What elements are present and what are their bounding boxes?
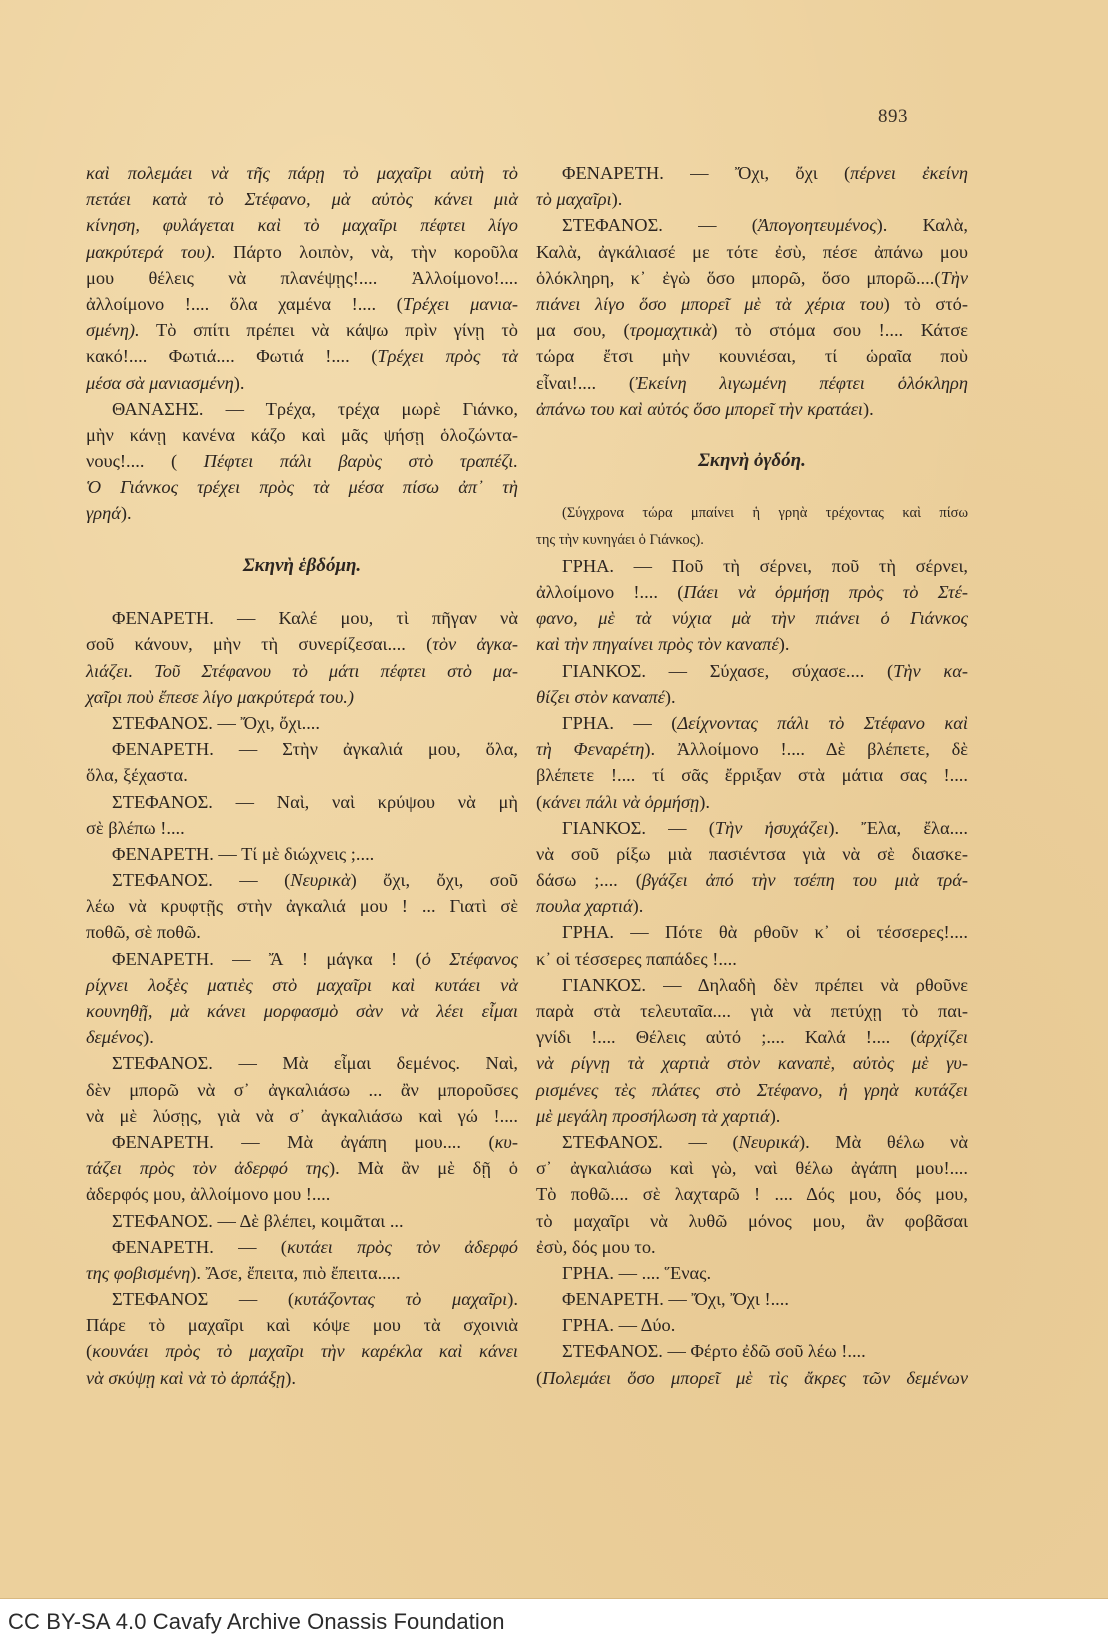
dialogue-text: ΣΤΕΦΑΝΟΣ. — ( [562, 1131, 739, 1152]
dialogue-text: ( [86, 1341, 93, 1362]
text-line [536, 893, 968, 919]
text-line [86, 1234, 518, 1260]
text-line [536, 1129, 968, 1155]
dialogue-text: ). [507, 1289, 518, 1310]
stage-direction-text: κυτάει πρὸς τὸν ἀδερφό [286, 1236, 518, 1257]
text-line [86, 448, 518, 474]
stage-direction-text: Πολεμάει ὅσο μπορεῖ μὲ τὶς ἄκρες τῶν δεμένων [542, 1367, 968, 1388]
text-line [86, 1129, 518, 1155]
text-line [86, 160, 518, 186]
text-line [86, 605, 518, 631]
dialogue-text: ). [699, 791, 710, 812]
dialogue-text: Πάρτο λοιπὸν, νὰ, τὴν κοροῦλα [215, 241, 519, 262]
line-spacer [536, 422, 968, 448]
dialogue-text: ). [143, 1027, 154, 1048]
text-line [86, 239, 518, 265]
dialogue-text: ΓΙΑΝΚΟΣ. — ( [562, 817, 715, 838]
dialogue-text: ΦΕΝΑΡΕΤΗ. — Στὴν ἀγκαλιά μου, ὅλα, [112, 739, 518, 760]
dialogue-text: νὰ μὲ λύσῃς, γιὰ νὰ σ᾿ ἀγκαλιάσω καὶ γώ !.... [86, 1105, 518, 1126]
text-line [86, 1181, 518, 1207]
dialogue-text: ΣΤΕΦΑΝΟΣ. — Μὰ εἶμαι δεμένος. Ναὶ, [112, 1053, 518, 1074]
dialogue-text: λέω νὰ κρυφτῇς στὴν ἀγκαλιά μου ! ... Γιατὶ σὲ [86, 896, 518, 917]
dialogue-text: ΣΤΕΦΑΝΟΣ. — ( [562, 215, 758, 236]
stage-direction-text: λιάζει. Τοῦ Στέφανου τὸ μάτι πέφτει στὸ μα- [86, 660, 518, 681]
stage-direction-text: χαῖρι ποὺ ἔπεσε λίγο μακρύτερά του.) [86, 686, 355, 707]
stage-direction-text: κυ- [494, 1131, 518, 1152]
stage-direction-text: κίνηση, φυλάγεται καὶ τὸ μαχαῖρι πέφτει λίγο [86, 215, 518, 236]
dialogue-text: Τὸ ποθῶ.... σὲ λαχταρῶ ! .... Δός μου, δός μου, [536, 1184, 968, 1205]
text-line [536, 1024, 968, 1050]
text-line [86, 1050, 518, 1076]
line-spacer [86, 579, 518, 605]
stage-direction-text: τρομαχτικὰ [629, 320, 712, 341]
dialogue-text: ). Ἄσε, ἔπειτα, πιὸ ἔπειτα..... [190, 1262, 401, 1283]
text-line [86, 841, 518, 867]
dialogue-text: ὁλόκληρη, κ᾿ ἐγὼ ὅσο μπορῶ, ὅσο μπορῶ....( [536, 267, 941, 288]
dialogue-text: ΦΕΝΑΡΕΤΗ. — Μὰ ἀγάπη μου.... ( [112, 1131, 495, 1152]
text-line [86, 1338, 518, 1364]
stage-direction-text: νὰ σκύψῃ καὶ νὰ τὸ ἁρπάξῃ [86, 1367, 286, 1388]
stage-direction-text: καὶ πολεμάει νὰ τῆς πάρῃ τὸ μαχαῖρι αὐτὴ τὸ [86, 163, 518, 183]
text-line [86, 422, 518, 448]
stage-direction-text: κυτάζοντας τὸ μαχαῖρι [294, 1289, 508, 1310]
dialogue-text: ποθῶ, σὲ ποθῶ. [86, 922, 201, 943]
dialogue-text: μου θέλεις νὰ πλανέψῃς!.... Ἀλλοίμονο!.... [86, 267, 518, 288]
stage-direction-text: κουνηθῇ, μὰ κάνει μορφασμὸ σὰν νὰ λέει εἶμαι [86, 1001, 518, 1021]
stage-direction-text: της φοβισμένη [86, 1262, 191, 1283]
text-line [86, 919, 518, 945]
dialogue-text: ). [285, 1367, 296, 1388]
text-line [536, 1208, 968, 1234]
dialogue-text: ΣΤΕΦΑΝΟΣ. — ( [112, 870, 291, 891]
text-line [536, 500, 968, 526]
stage-direction-text: πουλα χαρτιά [536, 896, 633, 917]
dialogue-text: σοῦ κάνουν, μὴν τὴ συνερίζεσαι.... ( [86, 634, 433, 655]
text-line [86, 972, 518, 998]
text-line [536, 317, 968, 343]
text-line [536, 1077, 968, 1103]
dialogue-text: ) τὸ στό- [883, 293, 969, 314]
dialogue-text: ΦΕΝΑΡΕΤΗ. — Καλέ μου, τὶ πῆγαν νὰ [112, 608, 518, 629]
dialogue-text: ΓΙΑΝΚΟΣ. — Σύχασε, σύχασε.... ( [562, 660, 894, 681]
text-line [536, 867, 968, 893]
dialogue-text: ἀλλοίμονο !.... ὅλα χαμένα !.... ( [86, 293, 403, 314]
stage-direction-text: μέσα σὰ μανιασμένη [86, 372, 234, 393]
dialogue-text: ). Ἔλα, ἔλα.... [828, 817, 968, 838]
text-line [536, 1260, 968, 1286]
text-line [536, 1181, 968, 1207]
dialogue-text: παρὰ στὰ τελευταῖα.... γιὰ νὰ πετύχῃ τὸ παι- [536, 1001, 968, 1021]
text-line [536, 789, 968, 815]
text-line [536, 1103, 968, 1129]
text-line [86, 789, 518, 815]
text-line [536, 1338, 968, 1364]
stage-direction-text: Τρέχει πρὸς τὰ [377, 346, 518, 367]
text-line [536, 186, 968, 212]
stage-direction-text: Ἐκείνη λιγωμένη πέφτει ὁλόκληρη [635, 372, 968, 393]
dialogue-text: εἶναι!.... ( [536, 372, 636, 393]
line-spacer [536, 474, 968, 500]
text-line [536, 370, 968, 396]
stage-direction-text: θίζει στὸν καναπέ [536, 686, 665, 707]
dialogue-text: ) τὸ στόμα σου !.... Κάτσε [711, 320, 968, 341]
text-line [536, 265, 968, 291]
license-footer [0, 1600, 1108, 1646]
dialogue-text: ἀδερφός μου, ἀλλοίμονο μου !.... [86, 1184, 331, 1205]
scene-heading [86, 553, 518, 579]
dialogue-text: ). [769, 1105, 781, 1126]
text-line [86, 317, 518, 343]
text-line [86, 1365, 518, 1391]
text-line [86, 370, 518, 396]
text-line [536, 1234, 968, 1260]
left-text-column [86, 160, 518, 1391]
dialogue-text: βλέπετε !.... τί σᾶς ἔρριξαν στὰ μάτια σας !.... [536, 765, 968, 786]
dialogue-text: ). [120, 503, 132, 524]
dialogue-text: δάσω ;.... ( [536, 870, 642, 891]
text-line [536, 1050, 968, 1076]
dialogue-text: Τὸ σπίτι πρέπει νὰ κάψω πρὶν γίνῃ τὸ [139, 320, 518, 341]
dialogue-text: ). [778, 634, 790, 655]
text-line [86, 867, 518, 893]
dialogue-text: ΣΤΕΦΑΝΟΣ — ( [112, 1289, 295, 1310]
text-line [86, 893, 518, 919]
stage-direction-text: βγάζει ἀπό τὴν τσέπη του μιὰ τρά- [641, 870, 969, 891]
text-line [536, 736, 968, 762]
dialogue-text: ). Μὰ θέλω νὰ [798, 1131, 969, 1152]
stage-direction-text: φανο, μὲ τὰ νύχια μὰ τὴν πιάνει ὁ Γιάνκος [536, 608, 968, 629]
text-line [86, 1312, 518, 1338]
stage-direction-text: ὁ Στέφανος [421, 948, 518, 969]
stage-direction-text: Τὴν κα- [893, 660, 969, 681]
dialogue-text: κ᾿ οἱ τέσσερες παπάδες !.... [536, 948, 737, 969]
text-line [86, 998, 518, 1024]
text-line [536, 684, 968, 710]
text-line [536, 239, 968, 265]
dialogue-text: μὴν κάνῃ κανένα κάζο καὶ μᾶς ψήσῃ ὁλοζώντα- [86, 424, 518, 445]
text-line [536, 815, 968, 841]
dialogue-text: ΓΡΗΑ. — ( [562, 712, 678, 733]
dialogue-text: (Σύγχρονα τώρα μπαίνει ἡ γρηὰ τρέχοντας καὶ πίσω [562, 505, 968, 522]
text-line [86, 736, 518, 762]
dialogue-text: ΓΡΗΑ. — Ποῦ τὴ σέρνει, ποῦ τὴ σέρνει, [562, 555, 968, 576]
stage-direction-text: σμένη). [86, 320, 140, 341]
dialogue-text: ). Ἀλλοίμονο !.... Δὲ βλέπετε, δὲ [644, 739, 968, 760]
dialogue-text: ) ὄχι, ὄχι, σοῦ [350, 870, 518, 891]
text-line [536, 160, 968, 186]
dialogue-text: ΦΕΝΑΡΕΤΗ. — ( [112, 1236, 287, 1257]
stage-direction-text: κάνει πάλι νὰ ὁρμήσῃ [542, 791, 700, 812]
text-line [536, 579, 968, 605]
dialogue-text: ΓΡΗΑ. — .... Ἕνας. [562, 1262, 712, 1283]
text-line [86, 291, 518, 317]
text-line [536, 343, 968, 369]
dialogue-text: Πάρε τὸ μαχαῖρι καὶ κόψε μου τὰ σχοινιὰ [86, 1315, 518, 1336]
text-line [536, 919, 968, 945]
dialogue-text: γνίδι !.... Θέλεις αὐτό ;.... Καλά !.... ( [536, 1027, 917, 1048]
text-line [86, 265, 518, 291]
text-line [536, 553, 968, 579]
stage-direction-text: τὸ μαχαῖρι [536, 189, 612, 210]
text-line [536, 998, 968, 1024]
dialogue-text: ἐσὺ, δός μου το. [536, 1236, 656, 1257]
text-line [86, 343, 518, 369]
text-line [86, 815, 518, 841]
dialogue-text: ΓΡΗΑ. — Δύο. [562, 1315, 676, 1336]
dialogue-text: ὅλα, ξέχαστα. [86, 765, 188, 786]
stage-direction-text: ἀπάνω του καὶ αὐτός ὅσο μπορεῖ τὴν κρατάει [536, 398, 864, 419]
text-line [86, 762, 518, 788]
text-line [86, 684, 518, 710]
text-line [86, 212, 518, 238]
text-line [86, 1077, 518, 1103]
text-line [536, 946, 968, 972]
dialogue-text: σ᾿ ἀγκαλιάσω καὶ γὼ, ναὶ θέλω ἀγάπη μου!.... [536, 1158, 968, 1179]
text-line [536, 1365, 968, 1391]
stage-direction-text: ἀρχίζει [916, 1027, 968, 1048]
license-text: CC BY-SA 4.0 Cavafy Archive Onassis Foundation [8, 1609, 505, 1634]
text-line [86, 1155, 518, 1181]
stage-direction-text: γρηά [86, 503, 121, 524]
text-line [536, 710, 968, 736]
text-line [86, 186, 518, 212]
scene-heading [536, 448, 968, 474]
dialogue-text: κακό!.... Φωτιά.... Φωτιά !.... ( [86, 346, 378, 367]
text-line [86, 1286, 518, 1312]
text-line [86, 474, 518, 500]
stage-direction-text: Νευρικά [738, 1131, 799, 1152]
dialogue-text: ). [664, 686, 676, 707]
stage-direction-text: Πάει νὰ ὁρμήσῃ πρὸς τὸ Στέ- [683, 582, 968, 602]
stage-direction-text: πέρνει ἐκείνη [850, 163, 968, 183]
text-line [536, 605, 968, 631]
text-line [536, 1312, 968, 1338]
stage-direction-text: Σκηνὴ ὀγδόη. [698, 450, 806, 472]
dialogue-text: ἀλλοίμονο !.... ( [536, 582, 684, 602]
text-line [86, 1103, 518, 1129]
text-line [536, 631, 968, 657]
dialogue-text: σὲ βλέπω !.... [86, 817, 185, 838]
text-line [536, 1155, 968, 1181]
stage-direction-text: Ὁ Γιάνκος τρέχει πρὸς τὰ μέσα πίσω ἀπ᾿ τὴ [86, 477, 518, 498]
text-line [86, 631, 518, 657]
dialogue-text: ΦΕΝΑΡΕΤΗ. — Ὄχι, Ὄχι !.... [562, 1289, 789, 1310]
text-line [86, 1024, 518, 1050]
stage-direction-text: τὸν ἀγκα- [432, 634, 518, 655]
stage-direction-text: Τὴν [940, 267, 968, 288]
text-line [536, 291, 968, 317]
stage-direction-text: Δείχνοντας πάλι τὸ Στέφανο καὶ [677, 712, 968, 733]
right-text-column [536, 160, 968, 1391]
dialogue-text: μα σου, ( [536, 320, 630, 341]
stage-direction-text: πιάνει λίγο ὅσο μπορεῖ μὲ τὰ χέρια του [536, 293, 884, 314]
text-line [86, 1208, 518, 1234]
dialogue-text: ). [233, 372, 245, 393]
dialogue-text: ΘΑΝΑΣΗΣ. — Τρέχα, τρέχα μωρὲ Γιάνκο, [112, 398, 518, 419]
stage-direction-text: μὲ μεγάλη προσήλωση τὰ χαρτιά [536, 1105, 770, 1126]
stage-direction-text: τὴ Φεναρέτη [536, 739, 645, 760]
dialogue-text: ΦΕΝΑΡΕΤΗ. — Ὄχι, ὄχι ( [562, 163, 851, 183]
line-spacer [86, 527, 518, 553]
dialogue-text: ΣΤΕΦΑΝΟΣ. — Ὄχι, ὄχι.... [112, 712, 320, 733]
stage-direction-text: καὶ τὴν πηγαίνει πρὸς τὸν καναπέ [536, 634, 779, 655]
text-line [536, 1286, 968, 1312]
text-line [536, 396, 968, 422]
dialogue-text: ΓΡΗΑ. — Πότε θὰ ρθοῦν κ᾿ οἱ τέσσερες!.... [562, 922, 968, 943]
stage-direction-text: δεμένος [86, 1027, 144, 1048]
stage-direction-text: Νευρικὰ [290, 870, 351, 891]
dialogue-text: ). [863, 398, 874, 419]
dialogue-text: ΓΙΑΝΚΟΣ. — Δηλαδὴ δὲν πρέπει νὰ ρθοῦνε [562, 974, 968, 995]
text-line [86, 658, 518, 684]
text-line [536, 762, 968, 788]
stage-direction-text: τάζει πρὸς τὸν ἀδερφό της [86, 1158, 329, 1179]
stage-direction-text: Πέφτει πάλι βαρὺς στὸ τραπέζι. [203, 451, 518, 472]
dialogue-text: της τὴν κυνηγάει ὁ Γιάνκος). [536, 531, 704, 548]
text-line [536, 658, 968, 684]
dialogue-text: τώρα ἔτσι μὴν κουνιέσαι, τί ὡραῖα ποὺ [536, 346, 968, 367]
stage-direction-text: κουνάει πρὸς τὸ μαχαῖρι τὴν καρέκλα καὶ κάνει [92, 1341, 518, 1362]
dialogue-text: Καλὰ, ἀγκάλιασέ με τότε ἐσὺ, πέσε ἀπάνω μου [536, 241, 968, 262]
text-line [536, 527, 968, 553]
stage-direction-text: πετάει κατὰ τὸ Στέφανο, μὰ αὐτὸς κάνει μιὰ [86, 189, 518, 210]
dialogue-text: ). [611, 189, 623, 210]
text-line [86, 946, 518, 972]
dialogue-text: ). Μὰ ἂν μὲ δῇ ὁ [328, 1158, 518, 1179]
dialogue-text: ). Καλὰ, [876, 215, 968, 236]
page-number: 893 [878, 106, 908, 127]
text-line [536, 841, 968, 867]
dialogue-text: δὲν μπορῶ νὰ σ᾿ ἀγκαλιάσω ... ἂν μποροῦσες [86, 1079, 518, 1100]
dialogue-text: ΦΕΝΑΡΕΤΗ. — Ἄ ! μάγκα ! ( [112, 948, 422, 969]
dialogue-text: ( [536, 1367, 543, 1388]
text-line [86, 710, 518, 736]
text-line [86, 500, 518, 526]
dialogue-text: ( [536, 791, 543, 812]
stage-direction-text: νὰ ρίγνῃ τὰ χαρτιὰ στὸν καναπὲ, αὐτὸς μὲ γυ- [536, 1053, 968, 1074]
stage-direction-text: μακρύτερά του). [86, 241, 216, 262]
dialogue-text: ). [632, 896, 644, 917]
stage-direction-text: Τρέχει μανια- [402, 293, 518, 314]
dialogue-text: ΣΤΕΦΑΝΟΣ. — Δὲ βλέπει, κοιμᾶται ... [112, 1210, 404, 1231]
dialogue-text: ΣΤΕΦΑΝΟΣ. — Φέρτο ἐδῶ σοῦ λέω !.... [562, 1341, 866, 1362]
dialogue-text: νους!.... ( [86, 451, 204, 472]
dialogue-text: ΦΕΝΑΡΕΤΗ. — Τί μὲ διώχνεις ;.... [112, 843, 375, 864]
dialogue-text: νὰ σοῦ ρίξω μιὰ πασιέντσα γιὰ νὰ σὲ διασκε- [536, 843, 968, 864]
dialogue-text: ΣΤΕΦΑΝΟΣ. — Ναὶ, ναὶ κρύψου νὰ μὴ [112, 791, 518, 812]
stage-direction-text: Ἀπογοητευμένος [757, 215, 877, 236]
dialogue-text: τὸ μαχαῖρι νὰ λυθῶ μόνος μου, ἂν φοβᾶσαι [536, 1210, 968, 1231]
text-line [86, 1260, 518, 1286]
text-line [536, 212, 968, 238]
stage-direction-text: ρίχνει λοξὲς ματιὲς στὸ μαχαῖρι καὶ κυτάει νὰ [86, 974, 518, 995]
text-line [536, 972, 968, 998]
stage-direction-text: ρισμένες τὲς πλάτες στὸ Στέφανο, ἡ γρηὰ κυτάζει [536, 1079, 968, 1100]
stage-direction-text: Σκηνὴ ἑβδόμη. [242, 554, 362, 576]
text-line [86, 396, 518, 422]
stage-direction-text: Τὴν ἡσυχάζει [714, 817, 829, 838]
